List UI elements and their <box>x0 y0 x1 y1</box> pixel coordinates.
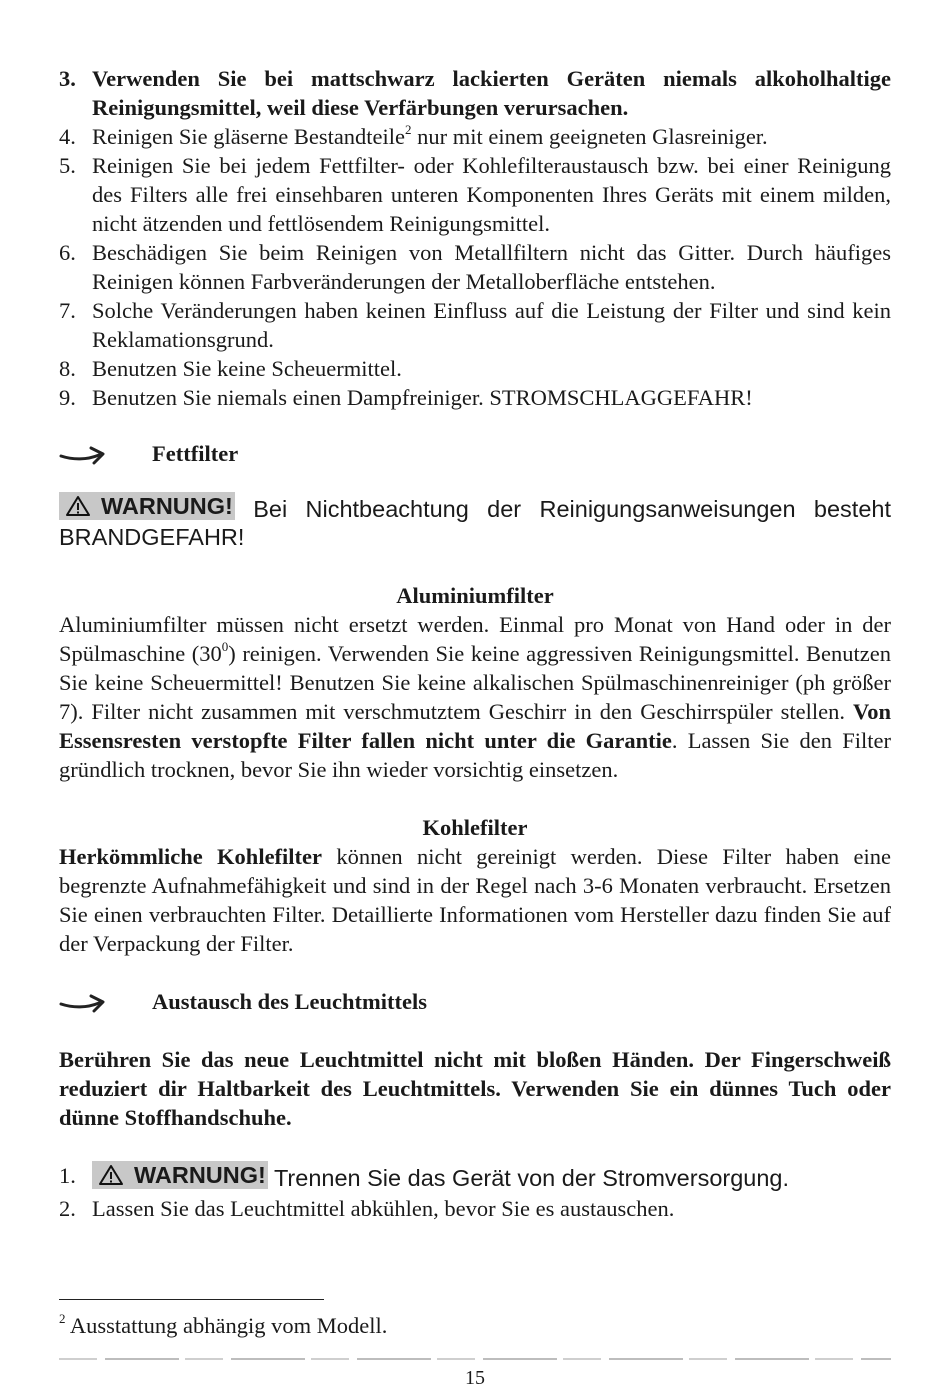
section-heading-leuchtmittel <box>59 987 891 1016</box>
degree-superscript: 0 <box>221 638 229 654</box>
list-number: 5. <box>59 153 76 178</box>
list-item <box>59 238 891 296</box>
warning-triangle-icon <box>65 495 91 517</box>
heading-aluminiumfilter: Aluminiumfilter <box>396 583 554 608</box>
list-number: 6. <box>59 240 76 265</box>
section-title: Fettfilter <box>152 441 239 466</box>
list-item <box>59 122 891 151</box>
list-item <box>59 64 891 122</box>
warning-label: WARNUNG! <box>101 493 233 519</box>
list-text: Reinigen Sie gläserne Bestandteile <box>92 124 406 149</box>
page-body <box>59 64 891 1223</box>
warning-badge <box>92 1161 268 1189</box>
heading-kohlefilter: Kohlefilter <box>422 815 528 840</box>
list-item <box>59 1194 891 1223</box>
list-text: Solche Veränderungen haben keinen Einfluss auf die Leistung der Filter und sind kein Reklamationsgrund. <box>92 298 891 352</box>
list-text: Benutzen Sie niemals einen Dampfreiniger. STROMSCHLAGGEFAHR! <box>92 385 753 410</box>
warning-label: WARNUNG! <box>134 1162 266 1188</box>
bottom-divider <box>59 1358 891 1360</box>
warning-step <box>92 1162 790 1191</box>
list-number: 7. <box>59 298 76 323</box>
list-item <box>59 1161 891 1194</box>
footnote-marker: 2 <box>59 1310 66 1326</box>
warning-triangle-icon <box>98 1164 124 1186</box>
warning-text: Bei Nichtbeachtung der Reinigungsanweisungen besteht BRANDGEFAHR! <box>59 496 891 550</box>
footnote-divider <box>59 1299 324 1300</box>
footnote <box>59 1311 387 1340</box>
arrow-icon <box>59 991 107 1013</box>
list-text: Beschädigen Sie beim Reinigen von Metallfiltern nicht das Gitter. Durch häufiges Reinigen können Farbveränderungen der Metalloberfläche entstehen. <box>92 240 891 294</box>
paragraph-text: . Lassen Sie den Filter gründlich trocknen, bevor Sie ihn wieder vorsichtig einsetzen. <box>59 728 891 782</box>
warning-badge <box>59 492 235 520</box>
list-item <box>59 354 891 383</box>
list-number: 4. <box>59 124 76 149</box>
list-number: 2. <box>59 1196 76 1221</box>
list-item <box>59 383 891 412</box>
paragraph-text: ) reinigen. Verwenden Sie keine aggressiven Reinigungsmittel. Benutzen Sie keine Scheuermittel! Benutzen Sie keine alkalischen Spülmaschinenreiniger (ph größer 7). Filter nicht zusammen mit verschmutztem Geschirr in den Geschirrspüler stellen. <box>59 641 891 724</box>
list-item <box>59 296 891 354</box>
list-text: Verwenden Sie bei mattschwarz lackierten Geräten niemals alkoholhaltige Reinigungsmittel, weil diese Verfärbungen verursachen. <box>92 66 891 120</box>
page-number: 15 <box>465 1367 485 1389</box>
list-number: 9. <box>59 385 76 410</box>
paragraph-text: können nicht gereinigt werden. Diese Filter haben eine begrenzte Aufnahmefähigkeit und sind in der Regel nach 3-6 Monaten verbraucht. Ersetzen Sie einen verbrauchten Filter. Detaillierte Informationen vom Hersteller dazu finden Sie auf der Verpackung der Filter. <box>59 844 891 956</box>
list-number: 1. <box>59 1163 76 1188</box>
lamp-steps-list <box>59 1161 891 1223</box>
list-text: Lassen Sie das Leuchtmittel abkühlen, bevor Sie es austauschen. <box>92 1196 675 1221</box>
warning-brandgefahr <box>59 492 891 551</box>
list-item <box>59 151 891 238</box>
list-text: Benutzen Sie keine Scheuermittel. <box>92 356 402 381</box>
footnote-text: Ausstattung abhängig vom Modell. <box>65 1313 388 1338</box>
paragraph-leuchtmittel-hinweis: Berühren Sie das neue Leuchtmittel nicht mit bloßen Händen. Der Fingerschweiß reduziert dir Haltbarkeit des Leuchtmittels. Verwenden Sie ein dünnes Tuch oder dünne Stoffhandschuhe. <box>59 1047 891 1130</box>
paragraph-text: Aluminiumfilter müssen nicht ersetzt werden. Einmal pro Monat von Hand oder in der Spülmaschine (30 <box>59 612 891 666</box>
section-heading-fettfilter <box>59 439 891 468</box>
paragraph-aluminiumfilter <box>59 610 891 784</box>
list-text: nur mit einem geeigneten Glasreiniger. <box>411 124 768 149</box>
section-title: Austausch des Leuchtmittels <box>152 989 428 1014</box>
warning-text: Trennen Sie das Gerät von der Stromversorgung. <box>267 1165 790 1191</box>
footnote-ref: 2 <box>405 121 412 137</box>
arrow-icon <box>59 443 107 465</box>
paragraph-bold-text: Herkömmliche Kohlefilter <box>59 844 323 869</box>
list-number: 8. <box>59 356 76 381</box>
cleaning-list <box>59 64 891 412</box>
paragraph-bold-text: Von Essensresten verstopfte Filter fallen nicht unter die Garantie <box>59 699 891 753</box>
list-text: Reinigen Sie bei jedem Fettfilter- oder Kohlefilteraustausch bzw. bei einer Reinigung des Filters alle frei einsehbaren unteren Komponenten Ihres Geräts mit einem milden, nicht ätzenden und fettlösendem Reinigungsmittel. <box>92 153 891 236</box>
list-number: 3. <box>59 66 76 91</box>
paragraph-kohlefilter <box>59 842 891 958</box>
